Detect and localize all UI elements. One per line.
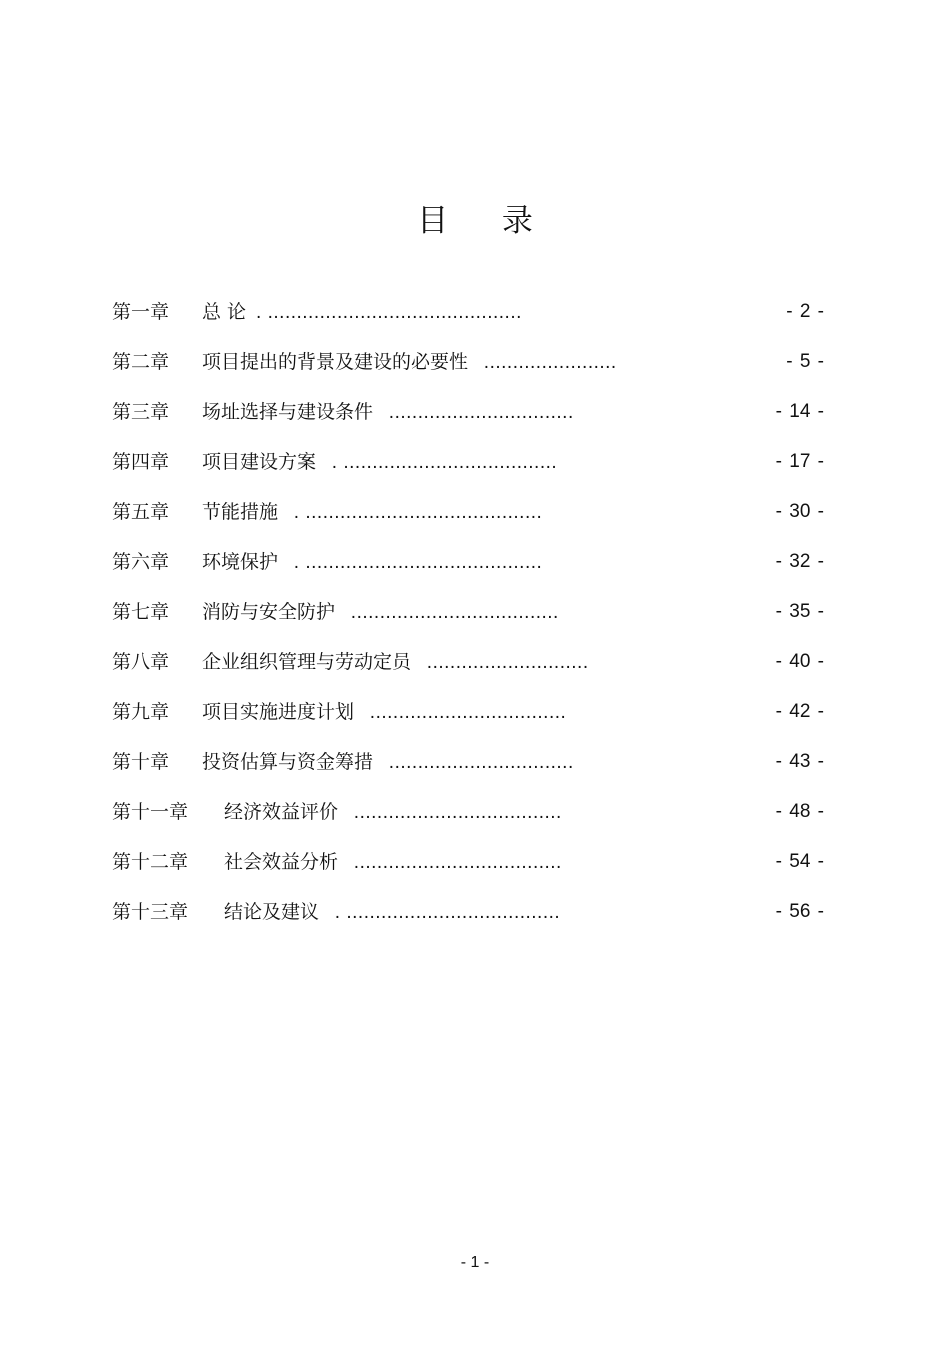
toc-heading [224,898,560,927]
toc-heading-text: 节能措施 [202,501,279,523]
toc-dot-leader: ....................... [478,352,617,373]
toc-chapter-label: 第八章 [112,651,170,673]
toc-heading [202,598,559,627]
toc-heading [202,498,542,527]
toc-heading-text: 项目实施进度计划 [202,701,355,723]
toc-page-number: - 14 - [775,401,824,422]
toc-page-number: - 30 - [775,501,824,522]
toc-heading [202,748,574,777]
toc-entry-chapter-9[interactable] [112,698,824,748]
toc-page-number: - 40 - [775,651,824,672]
toc-dot-leader: . ..................................... [329,902,561,923]
toc-page-number: - 35 - [775,601,824,622]
toc-chapter-label: 第九章 [112,701,170,723]
toc-heading-text: 项目提出的背景及建设的必要性 [202,351,469,373]
toc-heading-text: 结论及建议 [224,901,320,923]
toc-entry-chapter-13[interactable] [112,898,824,948]
toc-dot-leader: ............................ [421,652,589,673]
toc-chapter-label: 第十一章 [112,801,189,823]
toc-dot-leader: ................................ [383,752,574,773]
table-of-contents [112,298,824,948]
toc-page-number: - 54 - [775,851,824,872]
toc-dot-leader: .................................... [348,802,562,823]
toc-heading-text: 项目建设方案 [202,451,317,473]
toc-heading-text: 投资估算与资金筹措 [202,751,374,773]
toc-entry-chapter-4[interactable] [112,448,824,498]
toc-heading [202,448,557,477]
footer-page-number: - 1 - [460,1254,490,1271]
toc-entry-chapter-10[interactable] [112,748,824,798]
toc-page-number: - 48 - [775,801,824,822]
toc-heading [202,648,589,677]
toc-entry-chapter-5[interactable] [112,498,824,548]
toc-page-number: - 42 - [775,701,824,722]
toc-chapter-label: 第六章 [112,551,170,573]
toc-page-number: - 32 - [775,551,824,572]
toc-dot-leader: .................................... [345,602,559,623]
toc-dot-leader: .................................... [348,852,562,873]
toc-entry-chapter-7[interactable] [112,598,824,648]
toc-entry-chapter-8[interactable] [112,648,824,698]
toc-entry-chapter-2[interactable] [112,348,824,398]
toc-chapter-label: 第十三章 [112,901,189,923]
toc-entry-chapter-12[interactable] [112,848,824,898]
toc-heading-text: 环境保护 [202,551,279,573]
toc-entry-chapter-1[interactable] [112,298,824,348]
toc-page-number: - 43 - [775,751,824,772]
toc-chapter-label: 第七章 [112,601,170,623]
toc-chapter-label: 第五章 [112,501,170,523]
toc-heading [202,348,617,377]
toc-dot-leader: . ............................................ [256,302,522,323]
toc-heading [224,848,562,877]
toc-heading [202,548,542,577]
toc-dot-leader: . ......................................... [288,502,543,523]
toc-heading [202,298,522,327]
toc-heading-text: 总 论 [202,301,247,323]
toc-title: 目 录 [417,203,555,239]
toc-chapter-label: 第十二章 [112,851,189,873]
toc-heading-text: 社会效益分析 [224,851,339,873]
toc-heading-text: 消防与安全防护 [202,601,336,623]
toc-heading [224,798,562,827]
toc-entry-chapter-11[interactable] [112,798,824,848]
toc-chapter-label: 第十章 [112,751,170,773]
toc-page-number: - 2 - [786,301,824,322]
toc-heading [202,698,566,727]
toc-page-number: - 56 - [775,901,824,922]
toc-chapter-label: 第一章 [112,301,170,323]
toc-heading-text: 场址选择与建设条件 [202,401,374,423]
toc-chapter-label: 第三章 [112,401,170,423]
toc-page-number: - 17 - [775,451,824,472]
toc-entry-chapter-6[interactable] [112,548,824,598]
toc-chapter-label: 第二章 [112,351,170,373]
toc-dot-leader: .................................. [364,702,567,723]
toc-entry-chapter-3[interactable] [112,398,824,448]
toc-chapter-label: 第四章 [112,451,170,473]
toc-heading-text: 企业组织管理与劳动定员 [202,651,412,673]
toc-heading [202,398,574,427]
toc-dot-leader: . ......................................... [288,552,543,573]
toc-heading-text: 经济效益评价 [224,801,339,823]
toc-page-number: - 5 - [786,351,824,372]
toc-dot-leader: . ..................................... [326,452,558,473]
toc-dot-leader: ................................ [383,402,574,423]
